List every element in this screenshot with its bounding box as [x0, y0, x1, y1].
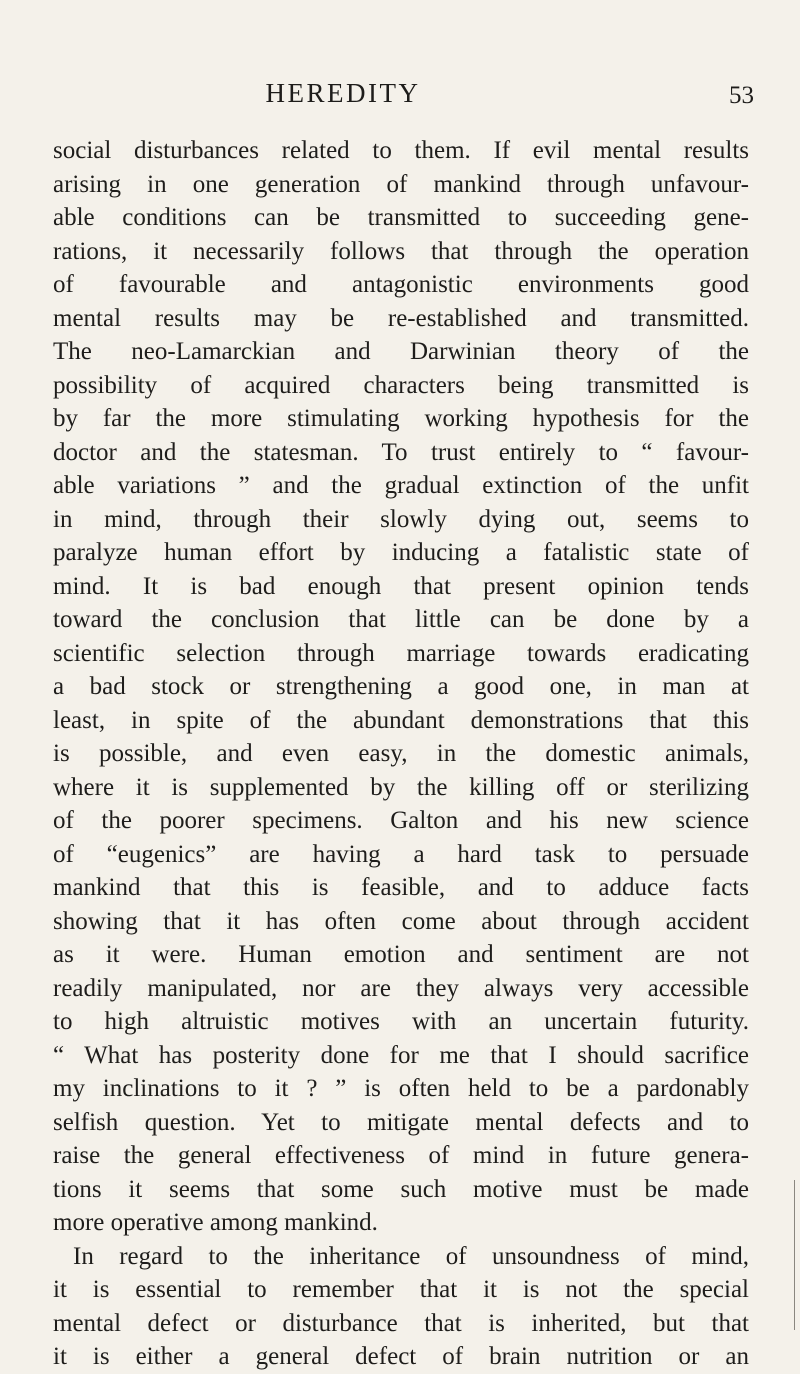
text-line: readily manipulated, nor are they always very accessible	[53, 974, 749, 1002]
text-line: mankind that this is feasible, and to adduce facts	[53, 874, 749, 901]
text-line: paralyze human effort by inducing a fatalistic state of	[53, 539, 749, 566]
text-line: possibility of acquired characters being transmitted is	[53, 371, 749, 399]
text-line: it is essential to remember that it is not the special	[53, 1276, 749, 1303]
text-line-paragraph-start: In regard to the inheritance of unsoundness of mind,	[73, 1242, 749, 1270]
page-number: 53	[729, 82, 754, 109]
text-line: it is either a general defect of brain nutrition or an	[53, 1343, 749, 1370]
text-line: selfish question. Yet to mitigate mental defects and to	[53, 1108, 749, 1136]
text-line: my inclinations to it ? ” is often held to be a pardonably	[53, 1075, 749, 1102]
text-line: able conditions can be transmitted to succeeding gene-	[53, 204, 749, 231]
running-title: HEREDITY	[265, 78, 421, 108]
text-line: is possible, and even easy, in the domestic animals,	[53, 740, 749, 767]
text-line: raise the general effectiveness of mind in future genera-	[53, 1142, 749, 1169]
text-line: doctor and the statesman. To trust entirely to “ favour-	[53, 438, 749, 466]
text-line: social disturbances related to them. If evil mental results	[53, 137, 749, 164]
page-header	[0, 78, 800, 112]
text-line: arising in one generation of mankind through unfavour-	[53, 170, 749, 198]
text-line-paragraph-end: more operative among mankind.	[53, 1209, 378, 1236]
text-line: of the poorer specimens. Galton and his new science	[53, 807, 749, 834]
text-line: of “eugenics” are having a hard task to persuade	[53, 840, 749, 868]
text-line: as it were. Human emotion and sentiment are not	[53, 941, 749, 968]
page-edge-line	[794, 1180, 795, 1330]
text-line: in mind, through their slowly dying out, seems to	[53, 505, 749, 533]
text-line: mental results may be re-established and transmitted.	[53, 304, 749, 332]
text-line: able variations ” and the gradual extinction of the unfit	[53, 472, 749, 499]
text-line: tions it seems that some such motive must be made	[53, 1175, 749, 1203]
text-line: toward the conclusion that little can be done by a	[53, 606, 749, 633]
text-line: rations, it necessarily follows that through the operation	[53, 237, 749, 265]
text-line: of favourable and antagonistic environments good	[53, 271, 749, 298]
text-line: scientific selection through marriage towards eradicating	[53, 639, 749, 667]
text-line: to high altruistic motives with an uncertain futurity.	[53, 1008, 749, 1035]
text-line: where it is supplemented by the killing off or sterilizing	[53, 773, 749, 801]
text-line: least, in spite of the abundant demonstrations that this	[53, 706, 749, 734]
text-line: by far the more stimulating working hypothesis for the	[53, 405, 749, 432]
text-line: The neo-Lamarckian and Darwinian theory of the	[53, 338, 749, 365]
text-line: a bad stock or strengthening a good one, in man at	[53, 673, 749, 700]
text-line: showing that it has often come about through accident	[53, 907, 749, 935]
text-line: mind. It is bad enough that present opinion tends	[53, 572, 749, 600]
body-text	[53, 134, 749, 1374]
text-line: “ What has posterity done for me that I should sacrifice	[53, 1041, 749, 1069]
text-line: mental defect or disturbance that is inherited, but that	[53, 1309, 749, 1337]
